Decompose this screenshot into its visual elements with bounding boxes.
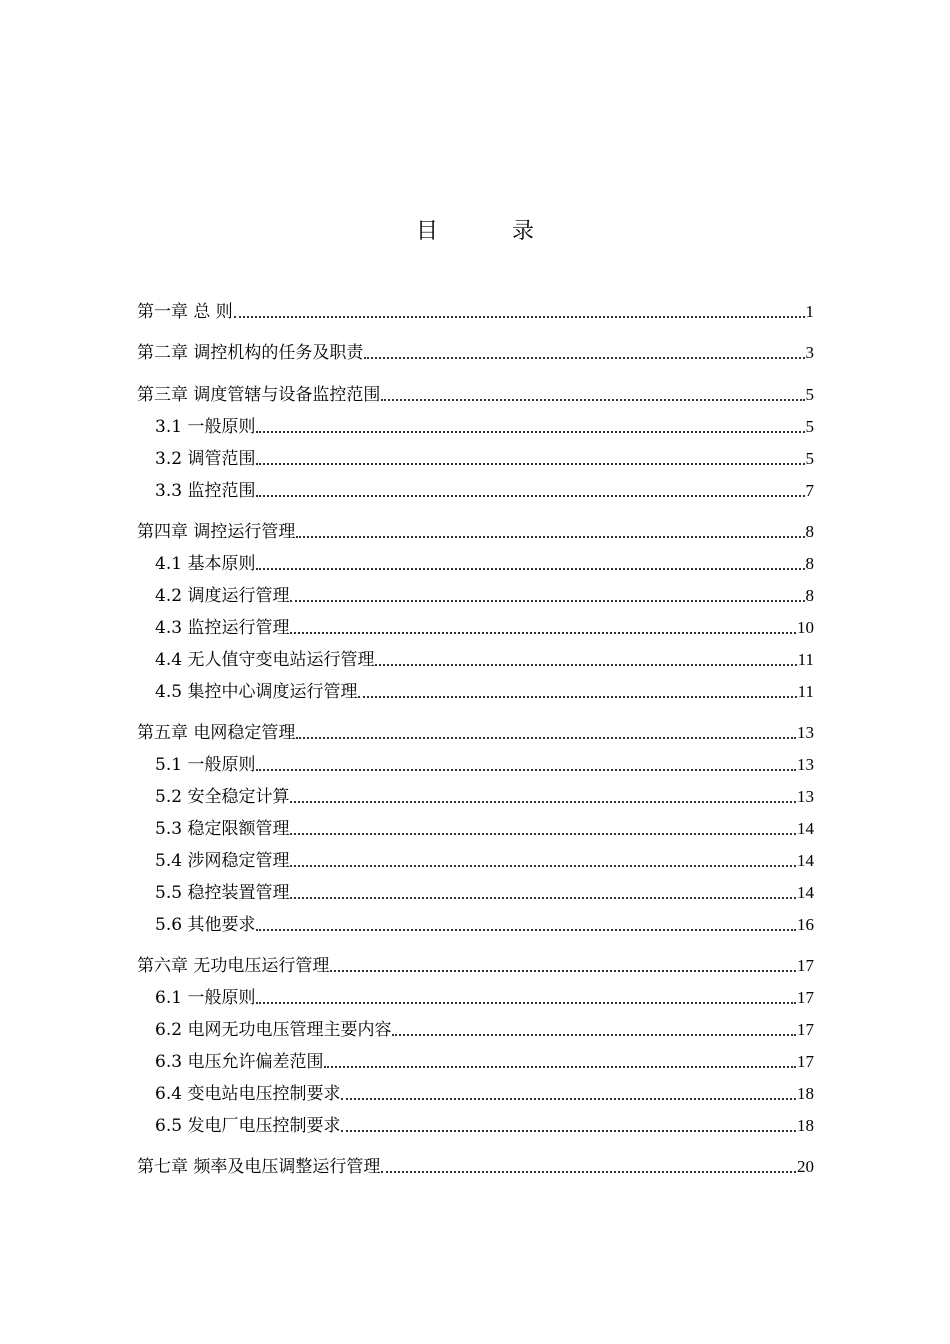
toc-entry-page: 7 (805, 481, 814, 500)
toc-entry[interactable] (155, 615, 814, 639)
toc-entry-page: 17 (797, 956, 814, 975)
dot-leader (381, 1170, 796, 1173)
dot-leader (381, 398, 804, 401)
dot-leader (256, 768, 796, 771)
toc-entry[interactable] (155, 414, 814, 438)
toc-entry-label: 5.6 其他要求 (155, 915, 256, 935)
toc-entry[interactable] (137, 382, 814, 406)
toc-entry-page: 10 (797, 618, 814, 637)
toc-entry-page: 13 (797, 755, 814, 774)
dot-leader (296, 736, 796, 739)
toc-entry[interactable] (155, 784, 814, 808)
toc-entry-label: 5.1 一般原则 (155, 755, 256, 775)
toc-entry[interactable] (155, 679, 814, 703)
dot-leader (324, 1065, 796, 1068)
toc-entry-label: 3.2 调管范围 (155, 449, 256, 469)
dot-leader (296, 535, 804, 538)
toc-entry-page: 20 (797, 1157, 814, 1176)
dot-leader (256, 462, 804, 465)
toc-entry-page: 14 (797, 883, 814, 902)
toc-entry[interactable] (155, 647, 814, 671)
toc-entry[interactable] (155, 1081, 814, 1105)
toc-entry[interactable] (137, 519, 814, 543)
toc-entry-label: 3.1 一般原则 (155, 417, 256, 437)
toc-entry[interactable] (155, 1017, 814, 1041)
toc-entry[interactable] (155, 478, 814, 502)
toc-entry[interactable] (155, 848, 814, 872)
dot-leader (256, 1001, 796, 1004)
dot-leader (392, 1033, 796, 1036)
toc-entry-page: 17 (797, 988, 814, 1007)
toc-entry[interactable] (137, 720, 814, 744)
dot-leader (358, 695, 796, 698)
toc-entry-page: 5 (805, 417, 814, 436)
dot-leader (290, 832, 796, 835)
toc-entry-label: 5.4 涉网稳定管理 (155, 851, 290, 871)
toc-entry-label: 4.1 基本原则 (155, 554, 256, 574)
toc-entry-label: 6.2 电网无功电压管理主要内容 (155, 1020, 392, 1040)
dot-leader (256, 928, 796, 931)
dot-leader (290, 800, 796, 803)
toc-entry-label: 3.3 监控范围 (155, 481, 256, 501)
toc-entry[interactable] (137, 953, 814, 977)
toc-entry-label: 6.4 变电站电压控制要求 (155, 1084, 341, 1104)
toc-entry-page: 11 (797, 650, 814, 669)
toc-entry-label: 6.5 发电厂电压控制要求 (155, 1116, 341, 1136)
toc-entry-label: 第一章 总 则 (137, 302, 233, 322)
toc-entry-page: 8 (805, 554, 814, 573)
toc-entry[interactable] (155, 912, 814, 936)
dot-leader (375, 663, 796, 666)
toc-entry-page: 5 (805, 385, 814, 404)
toc-entry-page: 8 (805, 586, 814, 605)
toc-entry-label: 4.3 监控运行管理 (155, 618, 290, 638)
dot-leader (290, 896, 796, 899)
toc-entry[interactable] (155, 1113, 814, 1137)
dot-leader (290, 599, 804, 602)
toc-entry-page: 18 (797, 1116, 814, 1135)
dot-leader (290, 631, 796, 634)
toc-entry-page: 14 (797, 851, 814, 870)
toc-entry-label: 5.5 稳控装置管理 (155, 883, 290, 903)
toc-entry-label: 6.3 电压允许偏差范围 (155, 1052, 324, 1072)
toc-entry-label: 第四章 调控运行管理 (137, 522, 296, 542)
dot-leader (341, 1097, 796, 1100)
dot-leader (256, 430, 804, 433)
toc-entry-page: 13 (797, 723, 814, 742)
toc-entry-page: 13 (797, 787, 814, 806)
toc-entry[interactable] (137, 1154, 814, 1178)
toc-entry-label: 5.3 稳定限额管理 (155, 819, 290, 839)
dot-leader (364, 356, 804, 359)
toc-entry[interactable] (155, 985, 814, 1009)
toc-entry[interactable] (155, 446, 814, 470)
toc-entry-label: 第二章 调控机构的任务及职责 (137, 343, 364, 363)
toc-entry-label: 4.4 无人值守变电站运行管理 (155, 650, 375, 670)
toc-entry-page: 18 (797, 1084, 814, 1103)
toc-entry-label: 第六章 无功电压运行管理 (137, 956, 330, 976)
toc-entry-page: 11 (797, 682, 814, 701)
dot-leader (256, 567, 804, 570)
toc-entry[interactable] (155, 1049, 814, 1073)
toc-entry[interactable] (155, 551, 814, 575)
toc-entry[interactable] (137, 340, 814, 364)
toc-entry[interactable] (155, 880, 814, 904)
page-title: 目 录 (415, 219, 560, 244)
dot-leader (330, 969, 796, 972)
toc-entry-page: 17 (797, 1020, 814, 1039)
dot-leader (234, 315, 805, 318)
toc-entry[interactable] (155, 583, 814, 607)
toc-entry-page: 8 (805, 522, 814, 541)
toc-entry[interactable] (155, 816, 814, 840)
dot-leader (256, 494, 804, 497)
toc-entry-page: 1 (805, 302, 814, 321)
toc-entry-page: 14 (797, 819, 814, 838)
dot-leader (290, 864, 796, 867)
toc-entry-label: 第七章 频率及电压调整运行管理 (137, 1157, 381, 1177)
toc-entry-page: 3 (805, 343, 814, 362)
toc-entry-label: 6.1 一般原则 (155, 988, 256, 1008)
dot-leader (341, 1129, 796, 1132)
toc-entry-page: 16 (797, 915, 814, 934)
toc-entry-label: 第五章 电网稳定管理 (137, 723, 296, 743)
toc-entry[interactable] (137, 299, 814, 323)
toc-entry-label: 5.2 安全稳定计算 (155, 787, 290, 807)
toc-entry-label: 第三章 调度管辖与设备监控范围 (137, 385, 381, 405)
toc-entry-label: 4.5 集控中心调度运行管理 (155, 682, 358, 702)
toc-entry-page: 5 (805, 449, 814, 468)
toc-entry-page: 17 (797, 1052, 814, 1071)
toc-entry[interactable] (155, 752, 814, 776)
toc-entry-label: 4.2 调度运行管理 (155, 586, 290, 606)
